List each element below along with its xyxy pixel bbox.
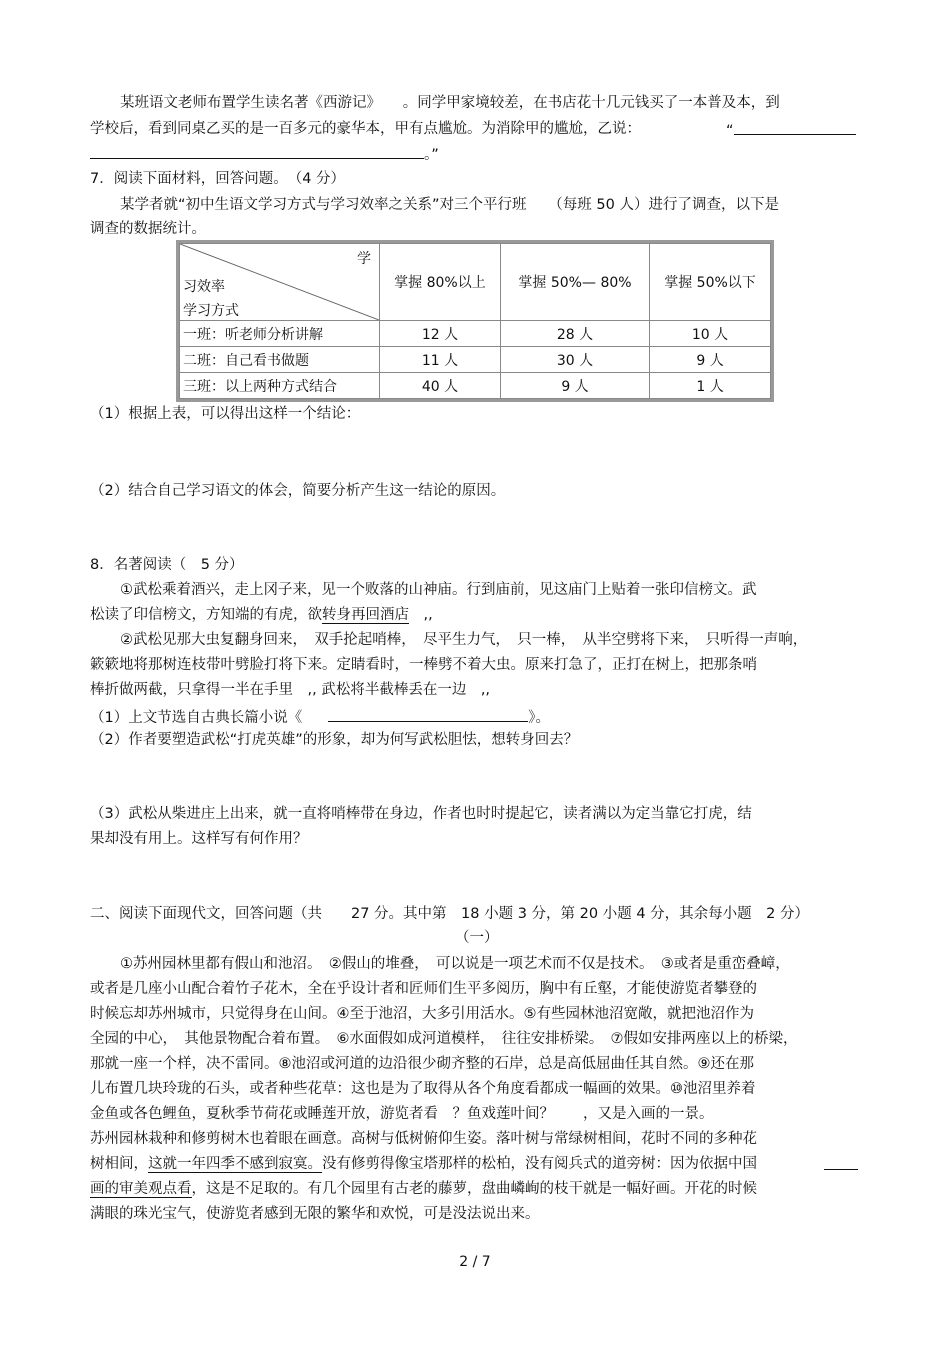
q8-sub-1-pre: （1）上文节选自古典长篇小说《	[90, 710, 303, 726]
page-number: 2 / 7	[459, 1254, 491, 1270]
q8-sub-1	[90, 707, 550, 727]
passage-line: 苏州园林栽种和修剪树木也着眼在画意。高树与低树俯仰生姿。落叶树与常绿树相间，花时不同的多种花	[90, 1131, 757, 1147]
passage-line: 时候忘却苏州城市，只觉得身在山间。④至于池沼，大多引用活水。⑤有些园林池沼宽敞，就把池沼作为	[90, 1006, 754, 1022]
passage-line: 儿布置几块玲珑的石头，或者种些花草：这也是为了取得从各个角度看都成一幅画的效果。⑩池沼里养着	[90, 1081, 756, 1097]
section-2-subtitle: （一）	[455, 930, 499, 946]
row-label: 三班：以上两种方式结合	[180, 373, 380, 399]
table-cell: 9 人	[650, 347, 771, 373]
q8-para-1b-post: ,,	[409, 607, 433, 623]
q8-para-1b	[90, 606, 433, 624]
passage-line: 那就一座一个样，决不雷同。⑧池沼或河道的边沿很少砌齐整的石岸，总是高低屈曲任其自然。⑨还在那	[90, 1056, 754, 1072]
q7-title: 7．阅读下面材料，回答问题。 （4 分）	[90, 171, 346, 187]
table-cell: 9 人	[500, 373, 649, 399]
table-cell: 40 人	[380, 373, 501, 399]
q6-answer-line-2	[90, 144, 439, 164]
column-header: 掌握 50%以下	[650, 244, 771, 321]
table-cell: 11 人	[380, 347, 501, 373]
header-label-efficiency: 习效率	[183, 279, 225, 295]
row-label: 一班：听老师分析讲解	[180, 321, 380, 347]
q8-para-2a: ②武松见那大虫复翻身回来， 双手抡起哨棒， 尽平生力气， 只一棒， 从半空劈将下来， 只听得一声响，	[120, 632, 808, 648]
underlined-phrase: 画的审美观点看	[90, 1181, 192, 1197]
q6-line-1: 某班语文老师布置学生读名著《西游记》 。同学甲家境较差，在书店花十几元钱买了一本普及本，到	[120, 95, 780, 111]
passage-line: 满眼的珠光宝气，使游览者感到无限的繁华和欢悦，可是没法说出来。	[90, 1206, 540, 1222]
passage-line	[90, 1180, 757, 1198]
column-header: 掌握 80%以上	[380, 244, 501, 321]
quote-open: “	[726, 123, 734, 139]
margin-blank	[824, 1155, 858, 1175]
table-cell: 1 人	[650, 373, 771, 399]
table-header-diagonal-cell	[180, 244, 380, 321]
q6-line-2-text: 学校后，看到同桌乙买的是一百多元的豪华本，甲有点尴尬。为消除甲的尴尬，乙说：	[90, 121, 641, 137]
section-2-title: 二、阅读下面现代文，回答问题（共 27 分。其中第 18 小题 3 分，第 20 小题 4 分，其余每小题 2 分）	[90, 906, 810, 922]
passage-line-9-post: 没有修剪得像宝塔那样的松柏，没有阅兵式的道旁树：因为依据中国	[322, 1156, 757, 1172]
answer-blank[interactable]	[824, 1155, 858, 1170]
quote-close: 。”	[424, 147, 439, 163]
q8-para-2b: 簌簌地将那树连枝带叶劈脸打将下来。定睛看时，一棒劈不着大虫。原来打急了，正打在树上，把那条哨	[90, 657, 757, 673]
row-label: 二班：自己看书做题	[180, 347, 380, 373]
passage-line: ①苏州园林里都有假山和池沼。 ②假山的堆叠， 可以说是一项艺术而不仅是技术。 ③或者是重峦叠嶂，	[120, 956, 790, 972]
q6-answer-line-1	[726, 120, 856, 140]
underlined-phrase: 转身再回酒店	[322, 607, 409, 623]
passage-line-9-pre: 树相间，	[90, 1156, 148, 1172]
header-label-method: 学习方式	[183, 303, 239, 319]
passage-line: 或者是几座小山配合着竹子花木，全在乎设计者和匠师们生平多阅历，胸中有丘壑，才能使游览者攀登的	[90, 981, 757, 997]
answer-blank[interactable]	[734, 120, 856, 135]
q8-title: 8．名著阅读（ 5 分）	[90, 557, 244, 573]
q8-para-1b-pre: 松读了印信榜文，方知端的有虎，欲	[90, 607, 322, 623]
answer-blank[interactable]	[328, 707, 528, 722]
header-label-top: 学	[357, 251, 371, 267]
q7-intro-2: 调查的数据统计。	[90, 221, 206, 237]
table-row	[180, 373, 771, 399]
passage-line: 金鱼或各色鲤鱼，夏秋季节荷花或睡莲开放，游览者看 ？鱼戏莲叶间？ ，又是入画的一景。	[90, 1106, 714, 1122]
table-cell: 12 人	[380, 321, 501, 347]
table-cell: 28 人	[500, 321, 649, 347]
table-row	[180, 321, 771, 347]
table-cell: 10 人	[650, 321, 771, 347]
q8-sub-3b: 果却没有用上。这样写有何作用？	[90, 831, 308, 847]
underlined-sentence: 这就一年四季不感到寂寞。	[148, 1156, 322, 1172]
q7-intro-1: 某学者就“初中生语文学习方式与学习效率之关系”对三个平行班 （每班 50 人）进行了调查，以下是	[120, 197, 779, 213]
column-header: 掌握 50%— 80%	[500, 244, 649, 321]
q8-para-2c: 棒折做两截，只拿得一半在手里 ,, 武松将半截棒丢在一边 ,,	[90, 682, 491, 698]
q8-sub-2: （2）作者要塑造武松“打虎英雄”的形象，却为何写武松胆怯，想转身回去？	[90, 732, 579, 748]
q8-sub-3a: （3）武松从柴进庄上出来，就一直将哨棒带在身边，作者也时时提起它，读者满以为定当靠它打虎，结	[90, 806, 752, 822]
table-cell: 30 人	[500, 347, 649, 373]
q8-sub-1-post: 》。	[528, 710, 550, 726]
table-row	[180, 347, 771, 373]
answer-blank[interactable]	[90, 144, 424, 159]
q7-sub-1: （1）根据上表，可以得出这样一个结论：	[90, 406, 361, 422]
passage-line-10-post: ，这是不足取的。有几个园里有古老的藤萝，盘曲嶙峋的枝干就是一幅好画。开花的时候	[191, 1181, 757, 1197]
passage-line	[90, 1155, 757, 1173]
q7-sub-2: （2）结合自己学习语文的体会，简要分析产生这一结论的原因。	[90, 483, 506, 499]
passage-line: 全园的中心， 其他景物配合着布置。 ⑥水面假如成河道模样， 往往安排桥梁。 ⑦假如安排两座以上的桥梁，	[90, 1031, 798, 1047]
q8-para-1a: ①武松乘着酒兴，走上冈子来，见一个败落的山神庙。行到庙前，见这庙门上贴着一张印信榜文。武	[120, 582, 757, 598]
q6-line-2	[90, 120, 641, 138]
survey-table	[176, 240, 774, 402]
